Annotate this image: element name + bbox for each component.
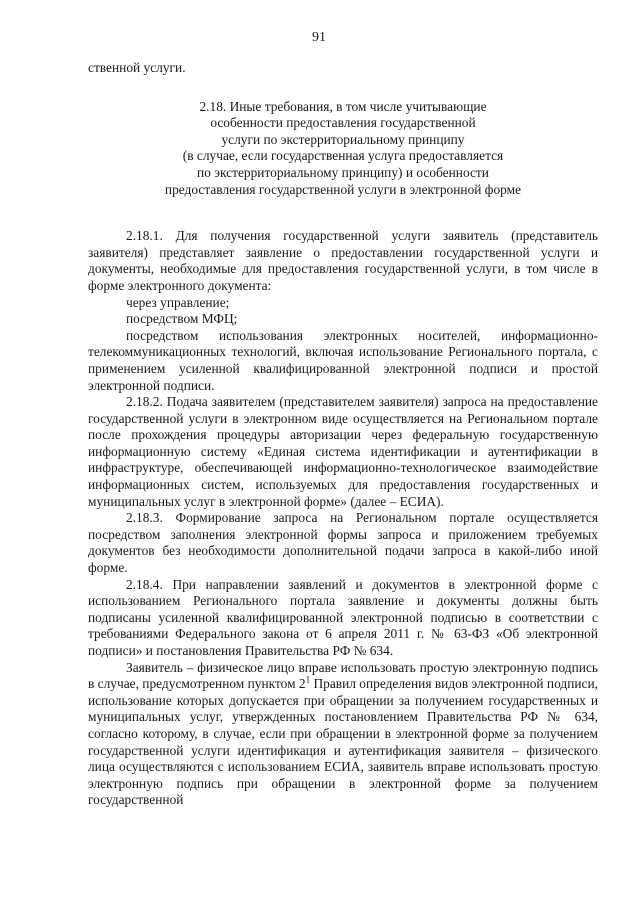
heading-line: (в случае, если государственная услуга предоставляется xyxy=(182,148,504,164)
paragraph-simple-signature xyxy=(88,660,598,809)
heading-line: особенности предоставления государственной xyxy=(210,115,476,131)
paragraph-2-18-4: 2.18.4. При направлении заявлений и документов в электронной форме с использованием Регионального портала заявление и документы должны быть подписаны усиленной квалифицированной электронной подписью в соответствии с требованиями Федерального закона от 6 апреля 2011 г. № 63-ФЗ «Об электронной подписи» и постановления Правительства РФ № 634. xyxy=(88,576,598,658)
list-item-mfc: посредством МФЦ; xyxy=(126,311,238,327)
paragraph-2-18-1: 2.18.1. Для получения государственной услуги заявитель (представитель заявителя) представляет заявление о предоставлении государственной услуги и документы, необходимые для предоставления государственной услуги, в том числе в форме электронного документа: xyxy=(88,228,598,293)
heading-line: предоставления государственной услуги в электронной форме xyxy=(164,181,522,197)
continuation-text: ственной услуги. xyxy=(88,60,186,75)
heading-line: услуги по экстерриториальному принципу xyxy=(221,131,465,147)
paragraph-text-part-2: Правил определения видов электронной подписи, использование которых допускается при обращении за получением государственных и муниципальных услуг, утвержденных постановлением Правительства РФ № 634, согласно которому, в случае, если при обращении в электронной форме за получением государственной услуги идентификация и аутентификация заявителя – физического лица осуществляются с использованием ЕСИА, заявитель вправе использовать простую электронную подпись при обращении в электронной форме за получением государственной xyxy=(88,676,598,808)
heading-line: 2.18. Иные требования, в том числе учитывающие xyxy=(199,98,487,114)
paragraph-2-18-2: 2.18.2. Подача заявителем (представителем заявителя) запроса на предоставление государственной услуги в электронном виде осуществляется на Региональном портале после прохождения процедуры авторизации через федеральную государственную информационную систему «Единая система идентификации и аутентификации в инфраструктуре, обеспечивающей информационно-технологическое взаимодействие информационных систем, используемых для предоставления государственных и муниципальных услуг в электронной форме» (далее – ЕСИА). xyxy=(88,394,598,509)
paragraph-2-18-3: 2.18.3. Формирование запроса на Региональном портале осуществляется посредством заполнения электронной формы запроса и приложением требуемых документов без необходимости дополнительной подачи запроса в какой-либо иной форме. xyxy=(88,510,598,576)
footnote-superscript: 1 xyxy=(305,674,311,685)
list-item-electronic: посредством использования электронных носителей, информационно-телекоммуникационных технологий, включая использование Регионального портала, с применением усиленной квалифицированной электронной подписи и простой электронной подписи. xyxy=(88,327,598,393)
paragraph-text-part-1: Заявитель – физическое лицо вправе использовать простую электронную подпись в случае, предусмотренном пунктом 2 xyxy=(88,659,598,692)
page-number: 91 xyxy=(312,30,326,45)
list-item-management: через управление; xyxy=(126,294,230,310)
section-heading xyxy=(88,99,598,199)
document-body xyxy=(88,60,598,809)
heading-line: по экстерриториальному принципу) и особенности xyxy=(197,164,489,180)
